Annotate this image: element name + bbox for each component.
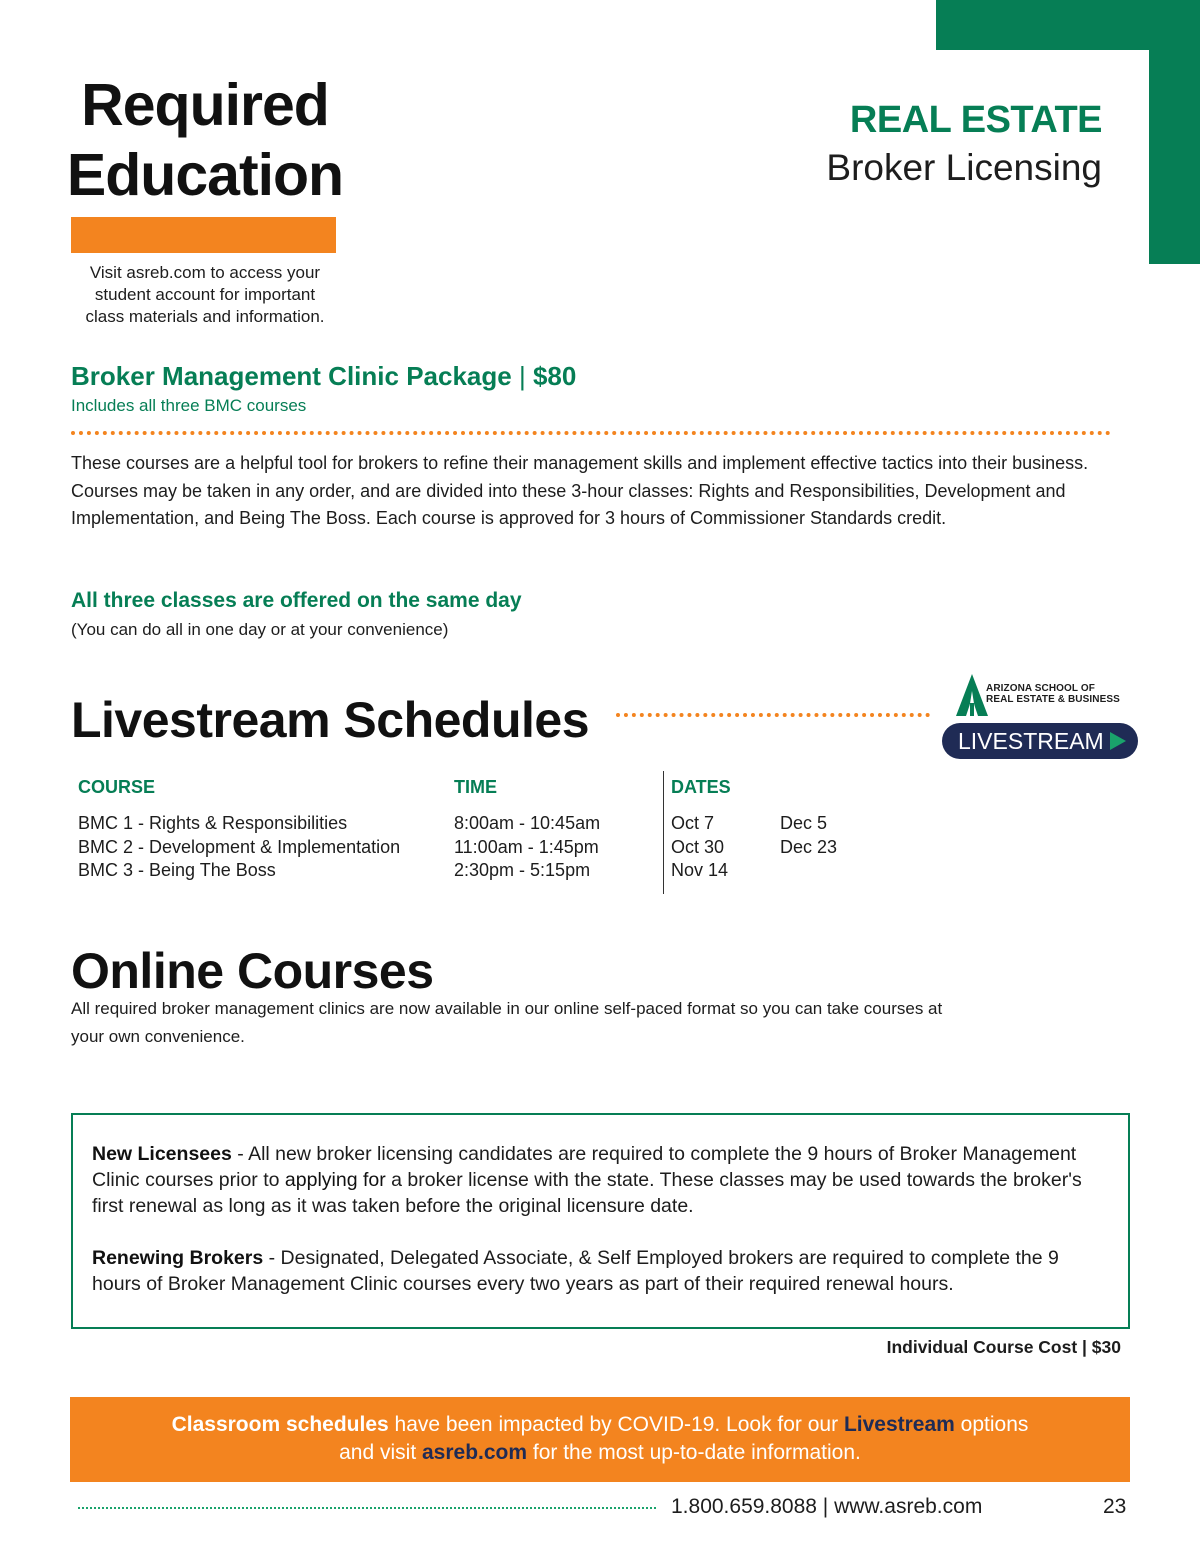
play-triangle-icon bbox=[1110, 732, 1126, 750]
section-subcategory: Broker Licensing bbox=[826, 147, 1102, 188]
logo-text-line-1: ARIZONA SCHOOL OF bbox=[986, 683, 1095, 694]
table-cell-date: Dec 5 bbox=[780, 813, 828, 833]
new-licensees-label: New Licensees bbox=[92, 1143, 232, 1165]
renewing-brokers-text: - Designated, Delegated Associate, & Self Employed brokers are required to complete the 9 hours of Broker Management Clinic courses every two years as part of their required renewal hours. bbox=[92, 1247, 1059, 1295]
dotted-divider bbox=[71, 431, 1111, 435]
banner-emphasis: Classroom schedules bbox=[171, 1413, 389, 1436]
livestream-badge: LIVESTREAM bbox=[942, 723, 1138, 759]
banner-website-link[interactable]: asreb.com bbox=[421, 1441, 528, 1464]
same-day-heading: All three classes are offered on the same day bbox=[71, 589, 522, 612]
schedule-column-divider bbox=[663, 771, 664, 894]
table-cell-course: BMC 2 - Development & Implementation bbox=[78, 836, 401, 857]
banner-livestream-link[interactable]: Livestream bbox=[843, 1413, 955, 1436]
individual-course-cost: Individual Course Cost | $30 bbox=[886, 1337, 1121, 1357]
same-day-note: (You can do all in one day or at your convenience) bbox=[71, 620, 449, 639]
table-cell-date: Oct 30 bbox=[671, 836, 725, 857]
new-licensees-text-2: a broker license with the state. These classes may be used towards the broker's first renewal as long as it was taken before the original licensure date. bbox=[92, 1169, 1082, 1217]
new-licensees-emphasis: applying for bbox=[284, 1169, 386, 1191]
table-cell-course: BMC 3 - Being The Boss bbox=[78, 860, 276, 880]
visit-note-line: class materials and information. bbox=[85, 307, 325, 326]
table-header-course: COURSE bbox=[78, 777, 156, 797]
title-underline-bar bbox=[71, 217, 336, 253]
table-cell-time: 8:00am - 10:45am bbox=[454, 813, 601, 833]
table-cell-time: 2:30pm - 5:15pm bbox=[454, 860, 591, 880]
table-cell-date: Dec 23 bbox=[780, 836, 838, 857]
visit-note-line: student account for important bbox=[94, 285, 316, 304]
page-title-line-2: Education bbox=[66, 142, 344, 208]
table-cell-time: 11:00am - 1:45pm bbox=[454, 836, 599, 857]
covid-notice-banner bbox=[70, 1397, 1130, 1482]
logo-text-line-2: REAL ESTATE & BUSINESS bbox=[986, 694, 1120, 705]
banner-line-2 bbox=[70, 1439, 1130, 1467]
banner-line-1 bbox=[70, 1411, 1130, 1439]
livestream-heading: Livestream Schedules bbox=[71, 692, 590, 748]
banner-text: options bbox=[954, 1413, 1029, 1436]
page-title-line-1: Required bbox=[81, 72, 329, 138]
banner-text: have been impacted by COVID-19. Look for our bbox=[388, 1413, 844, 1436]
package-separator: | bbox=[518, 361, 526, 391]
page-title bbox=[60, 70, 350, 210]
new-licensees-paragraph bbox=[92, 1141, 1112, 1219]
table-cell-date: Nov 14 bbox=[671, 860, 729, 880]
corner-accent-bar-side bbox=[1149, 0, 1200, 264]
logo-text bbox=[986, 683, 1146, 705]
package-price: $80 bbox=[532, 361, 577, 391]
renewing-brokers-paragraph bbox=[92, 1245, 1112, 1297]
asreb-logo-icon bbox=[955, 673, 989, 717]
renewing-brokers-label: Renewing Brokers bbox=[92, 1247, 264, 1269]
banner-text: for the most up-to-date information. bbox=[527, 1441, 861, 1464]
asreb-livestream-logo bbox=[942, 673, 1138, 761]
package-title bbox=[71, 360, 576, 392]
package-subtitle: Includes all three BMC courses bbox=[71, 396, 307, 415]
footer-dotted-divider bbox=[78, 1507, 656, 1509]
package-description: These courses are a helpful tool for brokers to refine their management skills and implement effective tactics into their business. Courses may be taken in any order, and are divided into these 3-hour classes: Rights and Responsibilities, Development and Implementation, and Being The Boss. Each course is approved for 3 hours of Commissioner Standards credit. bbox=[71, 453, 1089, 528]
online-courses-description: All required broker management clinics are now available in our online self-paced format so you can take courses at your own convenience. bbox=[71, 999, 943, 1046]
online-courses-heading: Online Courses bbox=[71, 943, 434, 999]
dotted-divider bbox=[616, 713, 930, 717]
banner-text: and visit bbox=[339, 1441, 422, 1464]
table-cell-course: BMC 1 - Rights & Responsibilities bbox=[78, 813, 348, 833]
visit-note-line: Visit asreb.com to access your bbox=[89, 263, 321, 282]
visit-note bbox=[60, 262, 350, 328]
table-cell-date: Oct 7 bbox=[671, 813, 715, 833]
table-header-dates: DATES bbox=[671, 777, 731, 797]
table-header-time: TIME bbox=[454, 777, 497, 797]
package-name: Broker Management Clinic Package bbox=[71, 361, 512, 391]
new-licensees-text: - All new broker licensing candidates are required to complete the 9 hours of Broker Management Clinic courses prior to bbox=[92, 1143, 1077, 1191]
page-number: 23 bbox=[1103, 1495, 1127, 1518]
section-category: REAL ESTATE bbox=[849, 99, 1102, 141]
footer-contact: 1.800.659.8088 | www.asreb.com bbox=[671, 1495, 983, 1518]
